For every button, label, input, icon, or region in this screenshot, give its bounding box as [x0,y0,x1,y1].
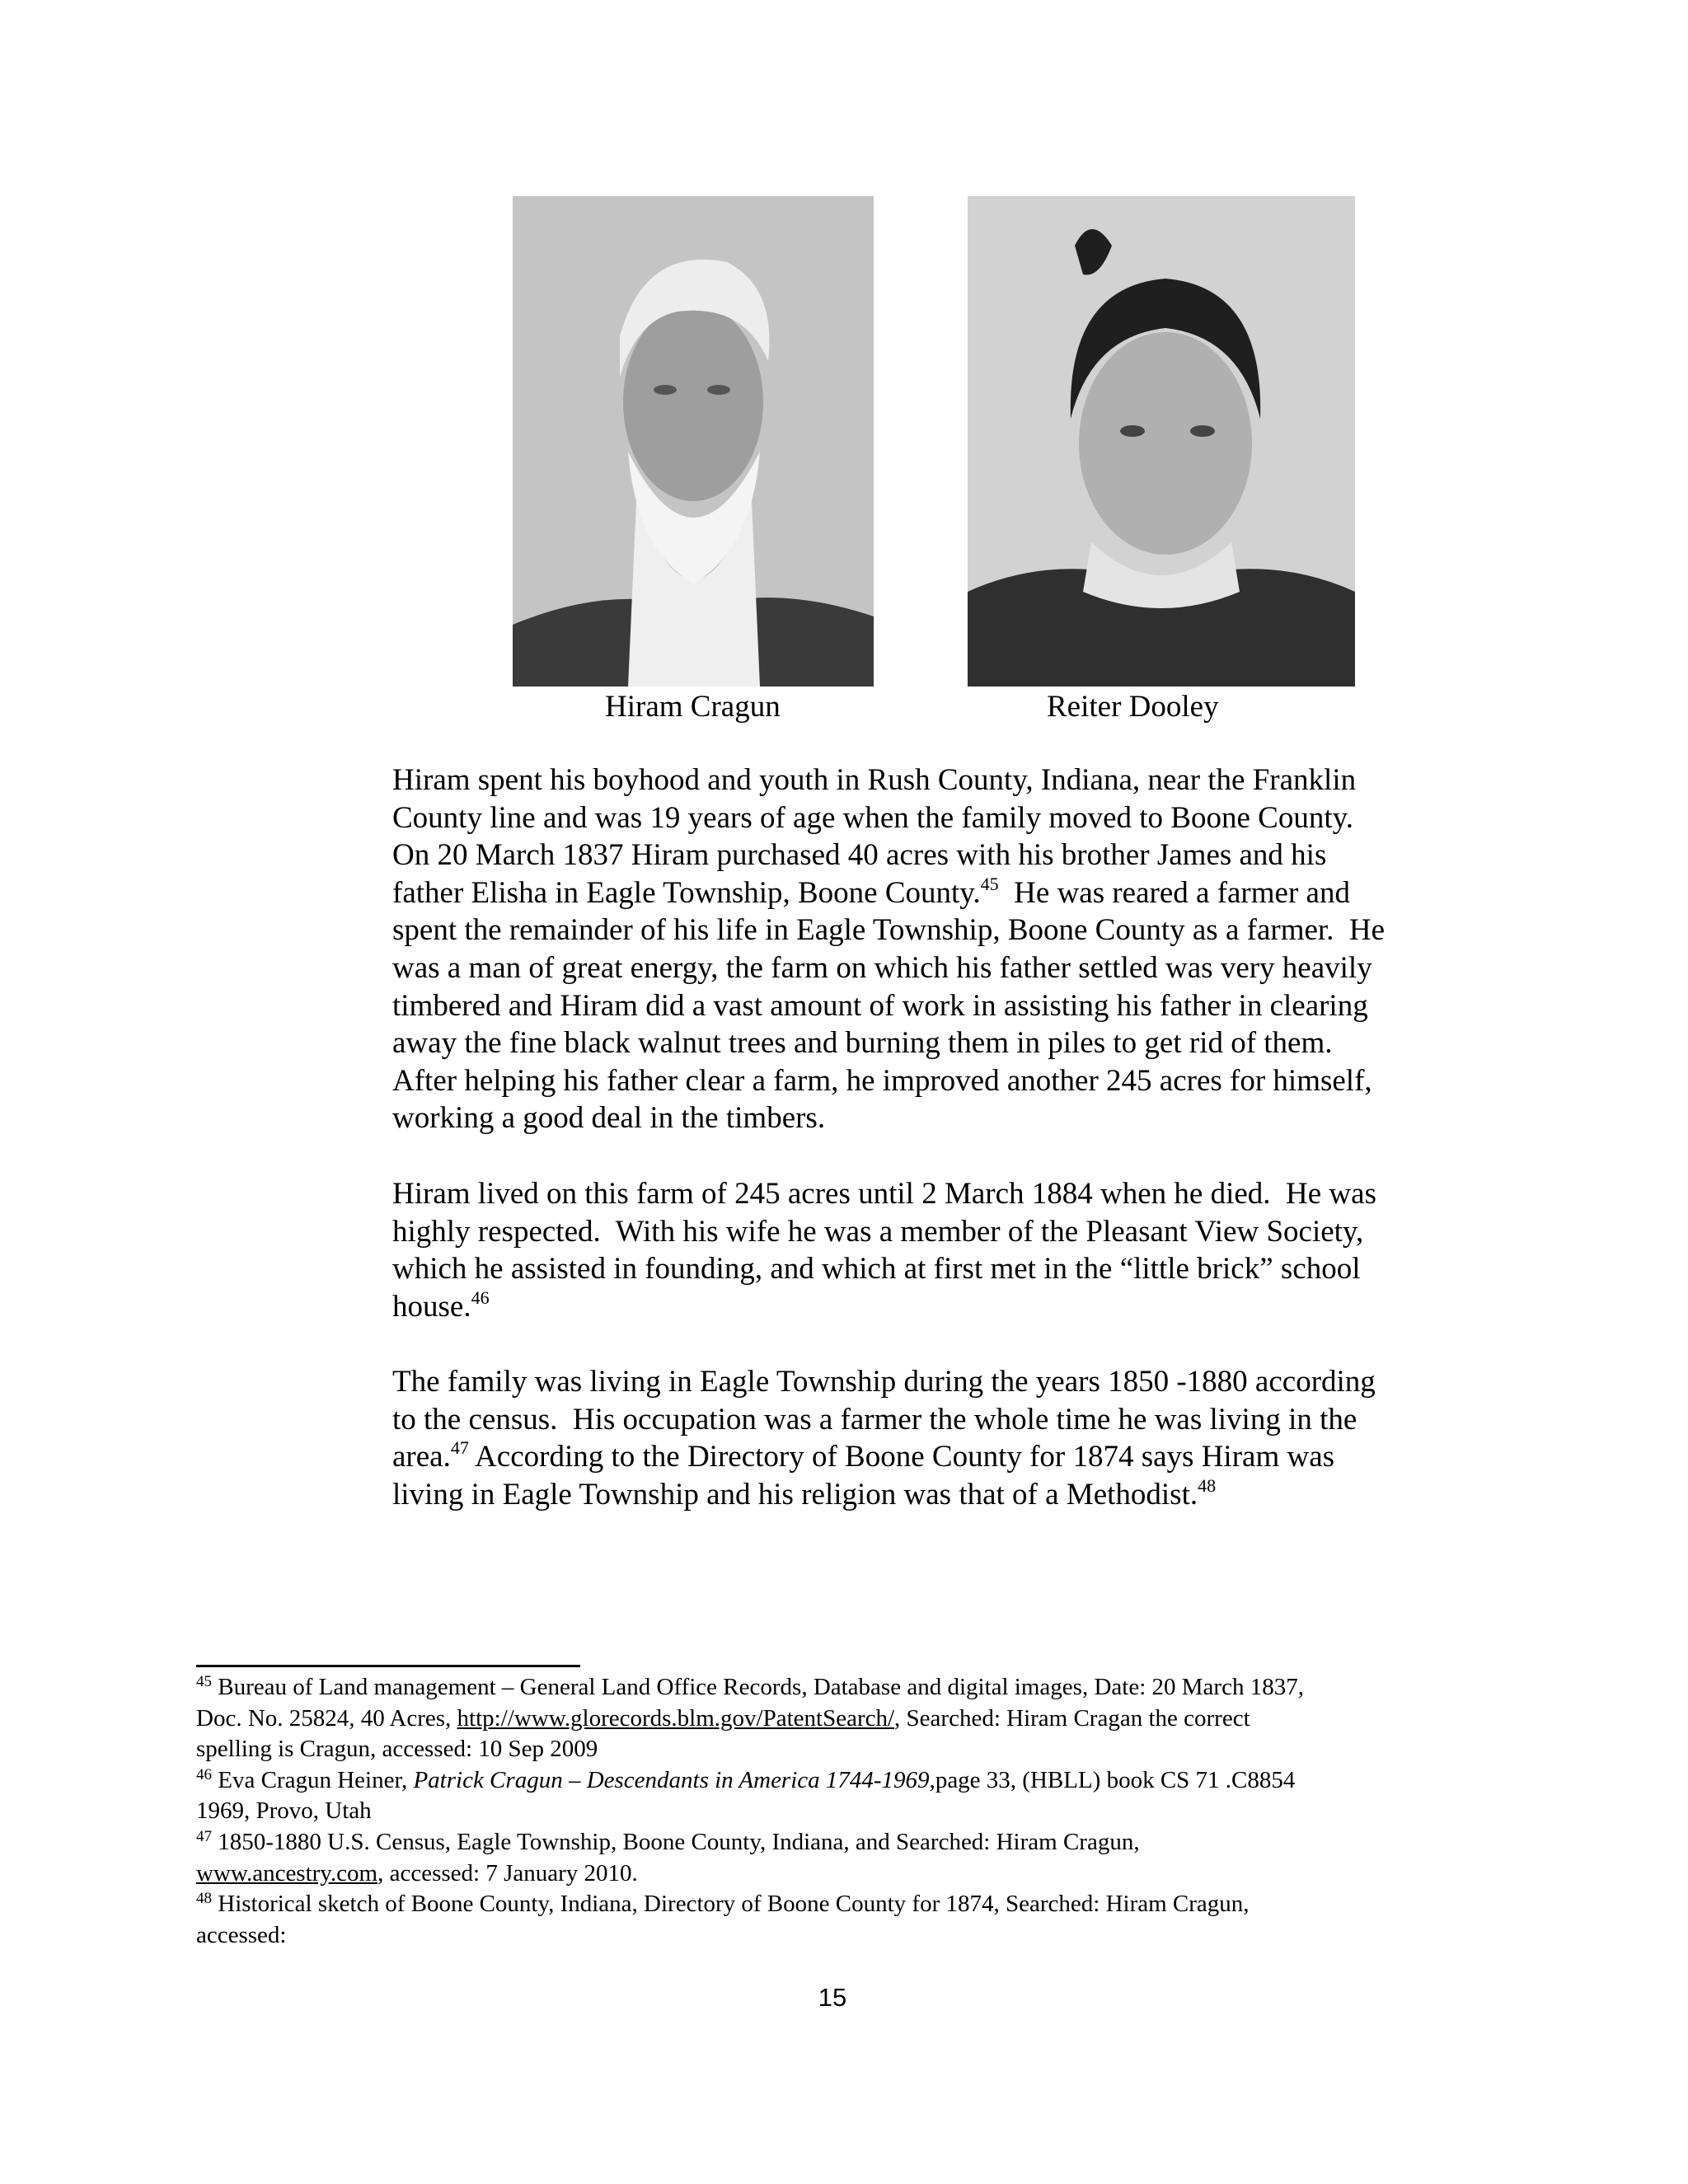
footnote-47-line2 [196,1858,1498,1890]
footnote-45-line3: spelling is Cragun, accessed: 10 Sep 2009 [196,1736,598,1763]
text-segment: He was reared a farmer and [998,875,1350,910]
footnote-ref-47[interactable]: 47 [450,1437,469,1459]
photo-caption-reiter-dooley: Reiter Dooley [1047,690,1219,724]
footnote-text: , Searched: Hiram Cragan the correct [894,1704,1250,1732]
text-line: highly respected. With his wife he was a member of the Pleasant View Society, [392,1214,1364,1249]
portrait-image [513,196,874,687]
footnote-text: Historical sketch of Boone County, Indiana, Directory of Boone County for 1874, Searched: Hiram Cragun, [212,1891,1250,1918]
text-line [392,1476,1480,1514]
text-line: The family was living in Eagle Township during the years 1850 -1880 according [392,1365,1376,1399]
portrait-image [968,196,1355,687]
text-segment: house. [392,1289,471,1324]
portrait-photo-hiram-cragun [513,196,874,687]
footnote-mark: 48 [196,1890,212,1908]
footnote-mark: 45 [196,1673,212,1690]
footnote-text: Eva Cragun Heiner, [212,1766,414,1793]
text-line: After helping his father clear a farm, he improved another 245 acres for himself, [392,1063,1372,1098]
paragraph-census [392,1363,1480,1513]
text-segment: area. [392,1440,451,1474]
footnote-ref-46[interactable]: 46 [471,1286,490,1308]
footnotes [196,1672,1498,1951]
footnote-48-line2: accessed: [196,1921,287,1948]
page-number: 15 [818,1983,847,2012]
paragraph-death [392,1175,1480,1325]
paragraph-boyhood [392,762,1480,1137]
text-line: County line and was 19 years of age when the family moved to Boone County. [392,800,1353,835]
footnote-separator [196,1665,580,1667]
text-line: which he assisted in founding, and which at first met in the “little brick” school [392,1252,1361,1286]
text-segment: According to the Directory of Boone County for 1874 says Hiram was [468,1440,1335,1474]
footnote-text: page 33, (HBLL) book CS 71 .C8854 [935,1766,1296,1793]
footnote-link-ancestry[interactable]: www.ancestry.com [196,1859,378,1886]
portrait-photo-reiter-dooley [968,196,1355,687]
footnote-link-glorecords[interactable]: http://www.glorecords.blm.gov/PatentSearch/ [457,1704,895,1732]
text-segment: living in Eagle Township and his religion was that of a Methodist. [392,1477,1198,1511]
photo-caption-hiram-cragun: Hiram Cragun [605,690,781,724]
footnote-ref-45[interactable]: 45 [980,873,999,894]
footnote-mark: 47 [196,1827,212,1845]
footnote-text: , accessed: 7 January 2010. [377,1859,638,1886]
text-line: timbered and Hiram did a vast amount of work in assisting his father in clearing [392,988,1368,1023]
footnote-ref-48[interactable]: 48 [1198,1474,1217,1496]
text-line: spent the remainder of his life in Eagle Township, Boone County as a farmer. He [392,913,1386,948]
text-line: Hiram lived on this farm of 245 acres until 2 March 1884 when he died. He was [392,1177,1376,1211]
text-line: Hiram spent his boyhood and youth in Rush County, Indiana, near the Franklin [392,763,1357,797]
footnote-45 [196,1672,1498,1704]
footnote-text: Doc. No. 25824, 40 Acres, [196,1704,457,1732]
footnote-46 [196,1765,1498,1797]
footnote-47 [196,1827,1498,1858]
text-line: was a man of great energy, the farm on which his father settled was very heavily [392,950,1372,985]
footnote-text: 1850-1880 U.S. Census, Eagle Township, Boone County, Indiana, and Searched: Hiram Cragun, [212,1828,1140,1855]
text-line: to the census. His occupation was a farmer the whole time he was living in the [392,1402,1357,1436]
text-line: away the fine black walnut trees and burning them in piles to get rid of them. [392,1026,1333,1061]
footnote-45-line2 [196,1704,1498,1735]
text-line [392,1438,1480,1476]
text-line [392,874,1480,912]
footnote-mark: 46 [196,1765,212,1783]
text-line: working a good deal in the timbers. [392,1101,826,1136]
footnote-book-title: Patrick Cragun – Descendants in America 1744-1969, [413,1766,935,1793]
text-line [392,1288,1480,1326]
text-line: On 20 March 1837 Hiram purchased 40 acres with his brother James and his [392,838,1327,873]
footnote-text: Bureau of Land management – General Land Office Records, Database and digital images, Date: 20 March 1837, [212,1674,1304,1700]
footnote-46-line2: 1969, Provo, Utah [196,1797,372,1825]
text-segment: father Elisha in Eagle Township, Boone County. [392,875,981,910]
footnote-48 [196,1889,1498,1920]
